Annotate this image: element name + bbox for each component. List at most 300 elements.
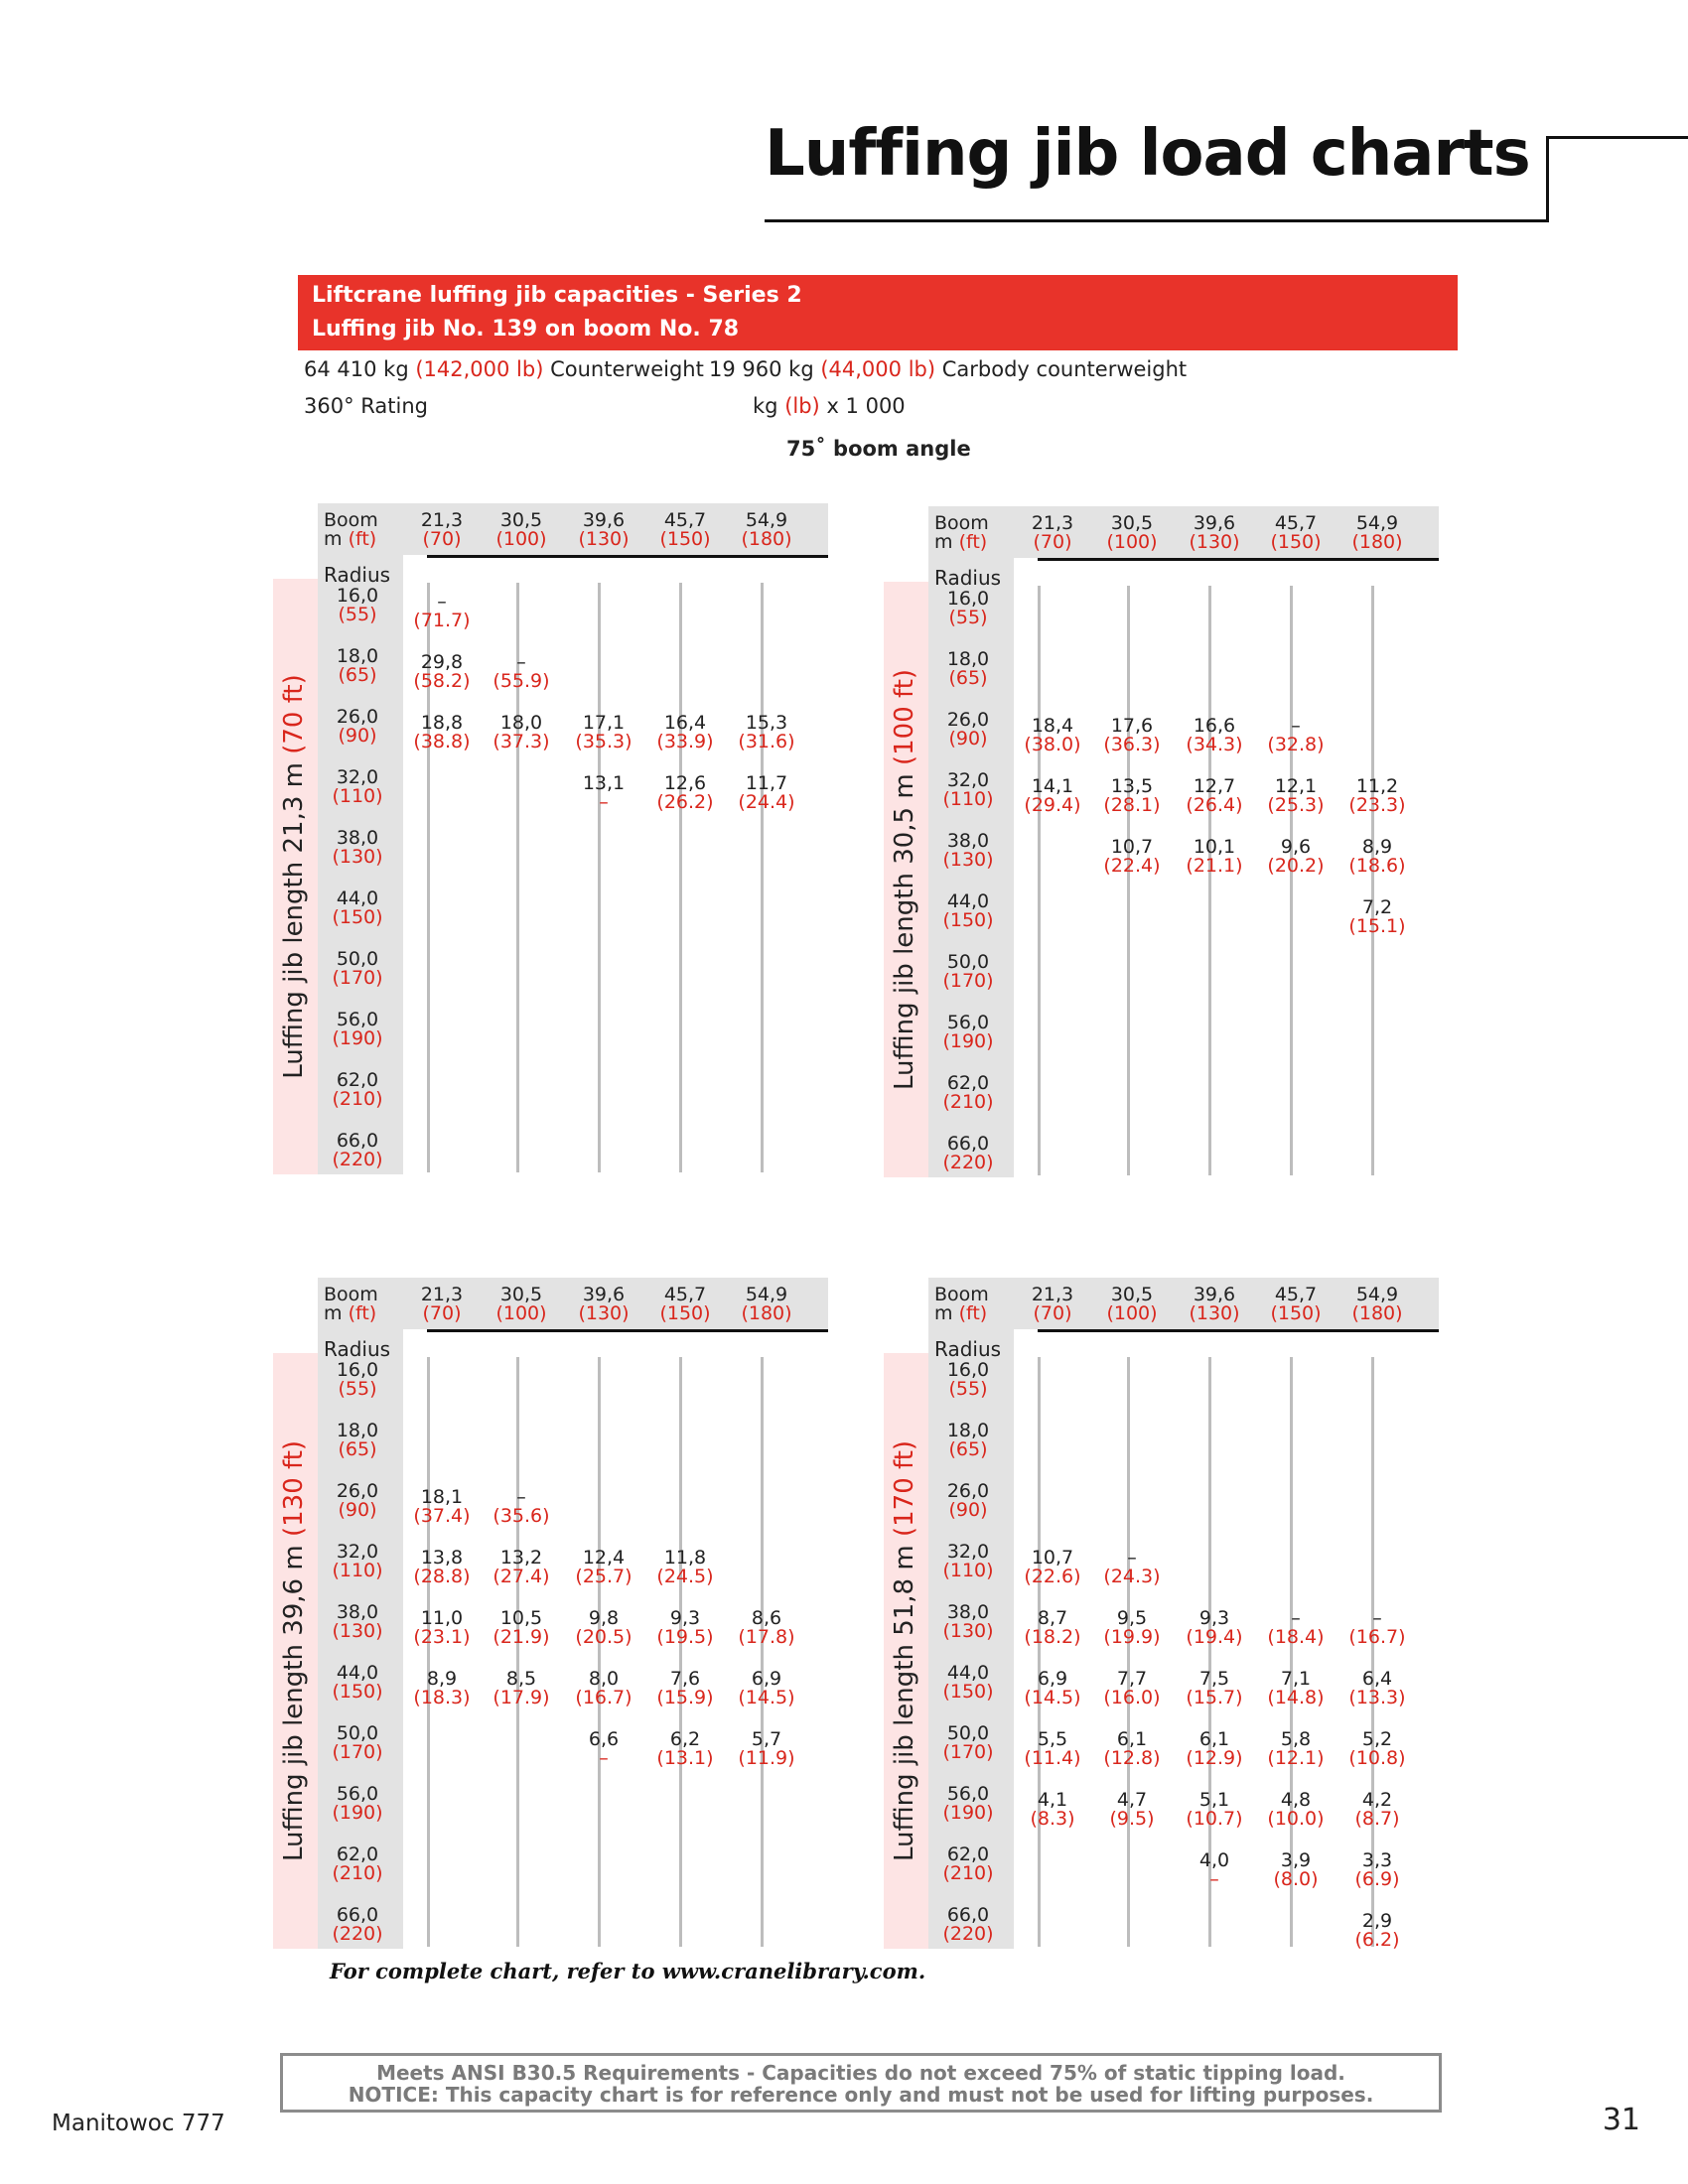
radius-m: 62,0 — [336, 1069, 379, 1091]
column-rule — [679, 583, 682, 1172]
capacity-kg: 4,8 — [1280, 1789, 1312, 1811]
boom-unit-ft: (ft) — [348, 1302, 377, 1324]
capacity-kg: 6,9 — [1037, 1668, 1068, 1690]
radius-value — [928, 1482, 1008, 1520]
capacity-kg: 9,3 — [669, 1607, 701, 1629]
capacity-kg: 10,7 — [1110, 836, 1154, 858]
jib-length-m: 30,5 m — [890, 773, 919, 865]
capacity-lb: – — [599, 1747, 609, 1769]
capacity-cell — [1258, 1730, 1334, 1768]
capacity-cell — [1339, 1670, 1415, 1707]
radius-ft: (210) — [332, 1862, 383, 1884]
radius-m: 50,0 — [336, 948, 379, 970]
page-title: Luffing jib load charts — [765, 117, 1530, 191]
boom-length-m: 45,7 — [663, 1284, 707, 1305]
column-rule — [1371, 586, 1374, 1175]
radius-value — [318, 708, 397, 746]
capacity-cell — [1258, 838, 1334, 876]
boom-length-m: 39,6 — [582, 509, 626, 531]
boom-length-m: 45,7 — [663, 509, 707, 531]
capacity-lb: (18.4) — [1267, 1626, 1325, 1648]
radius-m: 50,0 — [946, 1722, 990, 1744]
radius-ft: (65) — [338, 1438, 377, 1460]
capacity-kg: 7,6 — [669, 1668, 701, 1690]
radius-m: 44,0 — [946, 1662, 990, 1684]
boom-length-ft: (100) — [1106, 1302, 1158, 1324]
boom-length-m: 39,6 — [582, 1284, 626, 1305]
capacity-lb: (33.9) — [656, 731, 714, 752]
radius-ft: (55) — [948, 607, 988, 628]
radius-m: 44,0 — [336, 1662, 379, 1684]
radius-value — [318, 1361, 397, 1399]
radius-m: 38,0 — [336, 1601, 379, 1623]
boom-length-ft: (70) — [1033, 1302, 1072, 1324]
boom-length-m: 30,5 — [1110, 512, 1154, 534]
boom-unit-ft: (ft) — [958, 1302, 988, 1324]
capacity-lb: (34.3) — [1186, 734, 1243, 755]
capacity-kg: – — [1372, 1607, 1382, 1629]
radius-ft: (65) — [948, 667, 988, 689]
column-rule — [516, 1357, 519, 1947]
radius-m: 44,0 — [336, 887, 379, 909]
capacity-cell — [566, 1670, 641, 1707]
capacity-kg: 8,7 — [1037, 1607, 1068, 1629]
units-kg: kg — [753, 394, 778, 418]
capacity-lb: (10.0) — [1267, 1808, 1325, 1830]
boom-length-header — [640, 511, 730, 549]
title-underline — [765, 219, 1549, 222]
capacity-kg: 12,1 — [1274, 775, 1318, 797]
boom-unit-m: m — [324, 528, 343, 550]
radius-m: 66,0 — [336, 1130, 379, 1152]
capacity-kg: – — [516, 651, 526, 673]
radius-m: 32,0 — [946, 1541, 990, 1563]
boom-unit-ft: (ft) — [958, 531, 988, 553]
footer-model: Manitowoc 777 — [52, 2111, 225, 2136]
radius-value — [318, 587, 397, 624]
column-rule — [1038, 1357, 1041, 1947]
capacity-cell — [1258, 717, 1334, 754]
carbody-kg: 19 960 kg — [709, 357, 814, 381]
capacity-kg: 14,1 — [1031, 775, 1074, 797]
capacity-lb: (38.0) — [1024, 734, 1081, 755]
capacity-lb: (11.9) — [738, 1747, 795, 1769]
capacity-lb: (21.1) — [1186, 855, 1243, 877]
radius-ft: (170) — [332, 967, 383, 989]
radius-m: 26,0 — [336, 1480, 379, 1502]
capacity-kg: 8,0 — [588, 1668, 620, 1690]
capacity-lb: (12.8) — [1103, 1747, 1161, 1769]
radius-m: 38,0 — [946, 1601, 990, 1623]
radius-value — [928, 1785, 1008, 1823]
column-rule — [598, 1357, 601, 1947]
notice-line-1: Meets ANSI B30.5 Requirements - Capacities do not exceed 75% of static tipping load. — [376, 2061, 1345, 2085]
boom-length-m: 39,6 — [1193, 1284, 1236, 1305]
boom-length-m: 30,5 — [499, 509, 543, 531]
radius-value — [928, 1135, 1008, 1172]
capacity-lb: (37.4) — [413, 1505, 471, 1527]
load-chart-panel — [279, 1278, 914, 1973]
boom-length-ft: (70) — [1033, 531, 1072, 553]
boom-label: Boom — [934, 512, 989, 534]
column-rule — [761, 1357, 764, 1947]
radius-ft: (170) — [942, 1741, 994, 1763]
boom-header-label — [934, 514, 989, 552]
boom-length-ft: (70) — [422, 1302, 462, 1324]
radius-ft: (130) — [332, 1620, 383, 1642]
capacity-kg: 10,7 — [1031, 1547, 1074, 1569]
capacity-kg: 6,9 — [751, 1668, 782, 1690]
capacity-cell — [1339, 838, 1415, 876]
capacity-cell — [566, 714, 641, 751]
capacity-cell — [729, 1670, 804, 1707]
capacity-lb: (20.2) — [1267, 855, 1325, 877]
radius-ft: (90) — [948, 1499, 988, 1521]
title-box-edge — [1546, 136, 1549, 222]
radius-m: 18,0 — [336, 645, 379, 667]
boom-length-ft: (180) — [741, 528, 792, 550]
capacity-kg: 8,9 — [426, 1668, 458, 1690]
radius-ft: (150) — [942, 909, 994, 931]
capacity-lb: (25.7) — [575, 1566, 633, 1587]
radius-m: 32,0 — [336, 766, 379, 788]
radius-value — [318, 1664, 397, 1702]
capacity-lb: (15.7) — [1186, 1687, 1243, 1708]
boom-length-header — [1251, 514, 1340, 552]
boom-length-header — [1251, 1286, 1340, 1323]
column-rule — [1208, 586, 1211, 1175]
capacity-lb: (55.9) — [492, 670, 550, 692]
capacity-lb: (17.8) — [738, 1626, 795, 1648]
capacity-kg: 10,5 — [499, 1607, 543, 1629]
capacity-cell — [1177, 1670, 1252, 1707]
boom-length-ft: (100) — [495, 1302, 547, 1324]
boom-length-header — [640, 1286, 730, 1323]
capacity-kg: 13,1 — [582, 772, 626, 794]
column-rule — [1290, 586, 1293, 1175]
radius-m: 44,0 — [946, 890, 990, 912]
radius-ft: (210) — [942, 1091, 994, 1113]
boom-length-m: 39,6 — [1193, 512, 1236, 534]
boom-length-ft: (150) — [1270, 531, 1322, 553]
capacity-cell — [647, 1549, 723, 1586]
capacity-lb: (11.4) — [1024, 1747, 1081, 1769]
radius-ft: (55) — [338, 604, 377, 625]
radius-value — [928, 892, 1008, 930]
capacity-cell — [1015, 777, 1090, 815]
capacity-kg: 5,2 — [1361, 1728, 1393, 1750]
capacity-lb: (18.3) — [413, 1687, 471, 1708]
radius-value — [318, 1482, 397, 1520]
capacity-cell — [1015, 1549, 1090, 1586]
capacity-cell — [1177, 1730, 1252, 1768]
boom-length-header — [1087, 514, 1177, 552]
capacity-lb: – — [1209, 1868, 1219, 1890]
jib-length-label — [890, 1440, 919, 1861]
boom-length-header — [559, 1286, 648, 1323]
jib-length-label — [890, 669, 919, 1090]
boom-length-header — [1333, 514, 1422, 552]
boom-length-ft: (180) — [1351, 1302, 1403, 1324]
radius-ft: (220) — [332, 1149, 383, 1170]
radius-ft: (150) — [332, 1681, 383, 1703]
boom-length-m: 45,7 — [1274, 512, 1318, 534]
boom-length-ft: (100) — [1106, 531, 1158, 553]
capacity-kg: 2,9 — [1361, 1910, 1393, 1932]
capacity-lb: (27.4) — [492, 1566, 550, 1587]
capacity-lb: (13.1) — [656, 1747, 714, 1769]
capacity-kg: 16,4 — [663, 712, 707, 734]
capacity-cell — [1258, 1851, 1334, 1889]
capacity-kg: 11,8 — [663, 1547, 707, 1569]
boom-unit-ft: (ft) — [348, 528, 377, 550]
capacity-kg: 18,8 — [420, 712, 464, 734]
radius-header: Radius — [934, 566, 1002, 590]
radius-value — [928, 1664, 1008, 1702]
boom-header-rule — [427, 1329, 828, 1332]
boom-length-m: 54,9 — [745, 1284, 788, 1305]
boom-length-header — [559, 511, 648, 549]
boom-length-header — [1008, 1286, 1097, 1323]
boom-length-ft: (150) — [1270, 1302, 1322, 1324]
radius-ft: (110) — [942, 1560, 994, 1581]
capacity-cell — [404, 714, 480, 751]
capacity-cell — [404, 1609, 480, 1647]
capacity-cell — [404, 1488, 480, 1526]
capacity-kg: – — [437, 591, 447, 613]
jib-length-text: Luffing jib length — [890, 1644, 919, 1862]
capacity-cell — [1015, 1791, 1090, 1829]
carbody-label: Carbody counterweight — [941, 357, 1188, 381]
capacity-kg: 13,8 — [420, 1547, 464, 1569]
capacity-kg: 5,8 — [1280, 1728, 1312, 1750]
boom-label: Boom — [324, 509, 378, 531]
radius-m: 18,0 — [946, 1420, 990, 1441]
radius-value — [318, 1132, 397, 1169]
boom-angle-label: 75˚ boom angle — [786, 437, 971, 461]
capacity-kg: 6,1 — [1116, 1728, 1148, 1750]
capacity-lb: (18.2) — [1024, 1626, 1081, 1648]
column-rule — [1038, 586, 1041, 1175]
capacity-kg: – — [1291, 1607, 1301, 1629]
capacity-lb: (36.3) — [1103, 734, 1161, 755]
capacity-lb: (31.6) — [738, 731, 795, 752]
boom-length-m: 21,3 — [420, 1284, 464, 1305]
capacity-cell — [1339, 1912, 1415, 1950]
capacity-lb: (23.3) — [1348, 794, 1406, 816]
capacity-lb: (32.8) — [1267, 734, 1325, 755]
boom-length-ft: (180) — [1351, 531, 1403, 553]
capacity-kg: 16,6 — [1193, 715, 1236, 737]
capacity-cell — [1094, 1609, 1170, 1647]
counterweight-kg: 64 410 kg — [304, 357, 409, 381]
boom-length-ft: (130) — [1189, 1302, 1240, 1324]
boom-length-m: 30,5 — [1110, 1284, 1154, 1305]
radius-m: 66,0 — [946, 1133, 990, 1155]
capacity-cell — [1015, 1609, 1090, 1647]
radius-ft: (110) — [942, 788, 994, 810]
boom-length-ft: (100) — [495, 528, 547, 550]
capacity-kg: 10,1 — [1193, 836, 1236, 858]
radius-m: 26,0 — [946, 709, 990, 731]
capacity-lb: (8.0) — [1273, 1868, 1319, 1890]
capacity-cell — [1177, 838, 1252, 876]
radius-m: 56,0 — [946, 1012, 990, 1033]
capacity-lb: (28.1) — [1103, 794, 1161, 816]
capacity-cell — [647, 714, 723, 751]
radius-m: 38,0 — [336, 827, 379, 849]
capacity-cell — [484, 714, 559, 751]
banner-line-2: Luffing jib No. 139 on boom No. 78 — [312, 317, 740, 341]
boom-length-header — [1170, 1286, 1259, 1323]
capacity-cell — [404, 1670, 480, 1707]
capacity-kg: 6,2 — [669, 1728, 701, 1750]
capacity-cell — [1339, 777, 1415, 815]
capacity-kg: 4,0 — [1198, 1849, 1230, 1871]
capacity-lb: (37.3) — [492, 731, 550, 752]
radius-value — [928, 650, 1008, 688]
radius-ft: (90) — [948, 728, 988, 750]
radius-value — [928, 771, 1008, 809]
radius-m: 16,0 — [946, 1359, 990, 1381]
capacity-kg: 7,7 — [1116, 1668, 1148, 1690]
boom-length-header — [1008, 514, 1097, 552]
radius-ft: (210) — [332, 1088, 383, 1110]
radius-ft: (130) — [942, 849, 994, 871]
radius-value — [318, 1011, 397, 1048]
capacity-lb: (14.5) — [1024, 1687, 1081, 1708]
capacity-lb: (13.3) — [1348, 1687, 1406, 1708]
jib-length-ft: (70 ft) — [279, 674, 309, 754]
radius-m: 62,0 — [946, 1843, 990, 1865]
capacity-lb: (19.9) — [1103, 1626, 1161, 1648]
capacity-cell — [647, 774, 723, 812]
boom-length-header — [722, 1286, 811, 1323]
radius-value — [928, 953, 1008, 991]
capacity-kg: 13,2 — [499, 1547, 543, 1569]
capacity-lb: (22.6) — [1024, 1566, 1081, 1587]
radius-ft: (130) — [332, 846, 383, 868]
capacity-lb: (10.7) — [1186, 1808, 1243, 1830]
capacity-cell — [729, 1730, 804, 1768]
radius-header: Radius — [934, 1337, 1002, 1361]
capacity-cell — [1015, 717, 1090, 754]
capacity-lb: (22.4) — [1103, 855, 1161, 877]
boom-length-header — [477, 511, 566, 549]
radius-m: 66,0 — [336, 1904, 379, 1926]
capacity-lb: (16.7) — [575, 1687, 633, 1708]
boom-header-label — [934, 1286, 989, 1323]
radius-ft: (65) — [948, 1438, 988, 1460]
capacity-kg: 18,0 — [499, 712, 543, 734]
radius-m: 16,0 — [946, 588, 990, 610]
capacity-kg: 9,6 — [1280, 836, 1312, 858]
carbody-counterweight-info — [709, 357, 1187, 381]
capacity-cell — [647, 1670, 723, 1707]
boom-length-m: 45,7 — [1274, 1284, 1318, 1305]
jib-length-text: Luffing jib length — [890, 873, 919, 1091]
jib-length-m: 51,8 m — [890, 1545, 919, 1636]
radius-m: 50,0 — [946, 951, 990, 973]
radius-m: 56,0 — [336, 1009, 379, 1030]
jib-length-text: Luffing jib length — [279, 861, 309, 1079]
boom-header-label — [324, 511, 378, 549]
radius-m: 56,0 — [336, 1783, 379, 1805]
boom-length-ft: (130) — [1189, 531, 1240, 553]
jib-length-label — [279, 1440, 309, 1861]
radius-m: 62,0 — [336, 1843, 379, 1865]
boom-length-m: 54,9 — [745, 509, 788, 531]
capacity-lb: (14.5) — [738, 1687, 795, 1708]
capacity-lb: (24.5) — [656, 1566, 714, 1587]
capacity-kg: 3,9 — [1280, 1849, 1312, 1871]
capacity-kg: 4,7 — [1116, 1789, 1148, 1811]
capacity-cell — [1015, 1730, 1090, 1768]
boom-length-header — [477, 1286, 566, 1323]
capacity-kg: 17,6 — [1110, 715, 1154, 737]
radius-ft: (110) — [332, 1560, 383, 1581]
title-box-top-edge — [1546, 136, 1688, 139]
capacity-kg: – — [516, 1486, 526, 1508]
boom-length-header — [722, 511, 811, 549]
capacity-lb: (20.5) — [575, 1626, 633, 1648]
notice-box — [280, 2053, 1442, 2113]
radius-m: 18,0 — [336, 1420, 379, 1441]
radius-ft: (220) — [332, 1923, 383, 1945]
capacity-kg: 7,1 — [1280, 1668, 1312, 1690]
capacity-cell — [1177, 1851, 1252, 1889]
boom-length-ft: (130) — [578, 528, 630, 550]
radius-value — [928, 1361, 1008, 1399]
radius-ft: (130) — [942, 1620, 994, 1642]
radius-value — [318, 1422, 397, 1459]
capacity-lb: (29.4) — [1024, 794, 1081, 816]
capacity-cell — [1094, 838, 1170, 876]
capacity-kg: 12,7 — [1193, 775, 1236, 797]
capacity-kg: – — [1291, 715, 1301, 737]
boom-unit-m: m — [934, 531, 953, 553]
capacity-kg: 5,7 — [751, 1728, 782, 1750]
capacity-cell — [1094, 777, 1170, 815]
capacity-cell — [729, 1609, 804, 1647]
jib-length-m: 21,3 m — [279, 762, 309, 854]
capacity-lb: (6.9) — [1354, 1868, 1400, 1890]
capacity-kg: 9,5 — [1116, 1607, 1148, 1629]
radius-ft: (90) — [338, 725, 377, 747]
radius-value — [928, 711, 1008, 749]
capacity-cell — [647, 1609, 723, 1647]
rating-label: 360° Rating — [304, 394, 428, 418]
capacity-cell — [1339, 1851, 1415, 1889]
column-rule — [761, 583, 764, 1172]
radius-m: 26,0 — [336, 706, 379, 728]
capacity-cell — [484, 653, 559, 691]
capacity-cell — [484, 1670, 559, 1707]
radius-ft: (170) — [332, 1741, 383, 1763]
capacity-lb: (19.5) — [656, 1626, 714, 1648]
radius-value — [318, 768, 397, 806]
radius-ft: (150) — [942, 1681, 994, 1703]
capacity-kg: 13,5 — [1110, 775, 1154, 797]
capacity-kg: 18,4 — [1031, 715, 1074, 737]
boom-length-m: 54,9 — [1355, 512, 1399, 534]
capacity-cell — [566, 1730, 641, 1768]
radius-ft: (220) — [942, 1923, 994, 1945]
capacity-lb: – — [599, 791, 609, 813]
carbody-lb: (44,000 lb) — [820, 357, 936, 381]
capacity-kg: 8,6 — [751, 1607, 782, 1629]
capacity-cell — [1177, 1609, 1252, 1647]
